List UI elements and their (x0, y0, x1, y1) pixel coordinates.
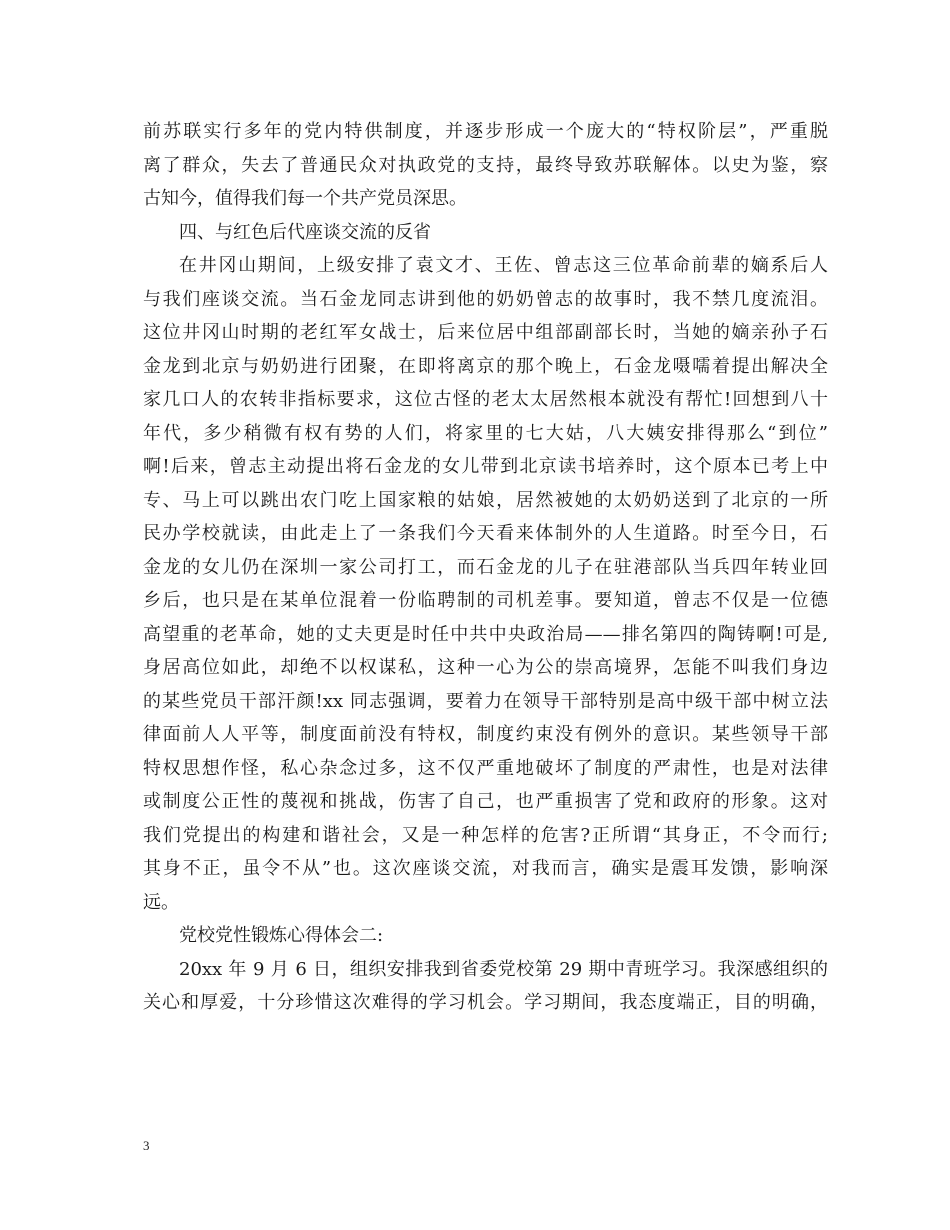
text-line: 家几口人的农转非指标要求，这位古怪的老太太居然根本就没有帮忙!回想到八十 (143, 389, 828, 410)
text-line: 金龙到北京与奶奶进行团聚，在即将离京的那个晚上，石金龙嗫嚅着提出解决全 (143, 355, 828, 377)
text-line: 这位井冈山时期的老红军女战士，后来位居中组部副部长时，当她的嫡亲孙子石 (143, 322, 828, 343)
text-line: 我们党提出的构建和谐社会，又是一种怎样的危害?正所谓“其身正，不令而行; (143, 824, 828, 846)
text-line: 20xx 年 9 月 6 日，组织安排我到省委党校第 29 期中青班学习。我深感组织的 (179, 958, 828, 980)
text-line: 金龙的女儿仍在深圳一家公司打工，而石金龙的儿子在驻港部队当兵四年转业回 (143, 556, 828, 578)
text-line: 或制度公正性的蔑视和挑战，伤害了自己，也严重损害了党和政府的形象。这对 (143, 791, 828, 812)
text-line: 关心和厚爱，十分珍惜这次难得的学习机会。学习期间，我态度端正，目的明确， (143, 992, 828, 1013)
text-line: 年代，多少稍微有权有势的人们，将家里的七大姑，八大姨安排得那么“到位” (143, 422, 828, 444)
text-line: 前苏联实行多年的党内特供制度，并逐步形成一个庞大的“特权阶层”，严重脱 (143, 121, 828, 142)
text-line: 在井冈山期间，上级安排了袁文才、王佐、曾志这三位革命前辈的嫡系后人 (179, 255, 828, 276)
text-line: 远。 (143, 891, 179, 913)
text-line: 离了群众，失去了普通民众对执政党的支持，最终导致苏联解体。以史为鉴，察 (143, 154, 828, 176)
text-line: 身居高位如此，却绝不以权谋私，这种一心为公的崇高境界，怎能不叫我们身边 (143, 657, 828, 678)
text-line: 古知今，值得我们每一个共产党员深思。 (143, 188, 467, 209)
text-line: 特权思想作怪，私心杂念过多，这不仅严重地破坏了制度的严肃性，也是对法律 (143, 757, 828, 779)
text-line: 的某些党员干部汗颜!xx 同志强调，要着力在领导干部特别是高中级干部中树立法 (143, 690, 828, 712)
text-line: 乡后，也只是在某单位混着一份临聘制的司机差事。要知道，曾志不仅是一位德 (143, 590, 828, 611)
page-number: 3 (143, 1138, 150, 1153)
text-line: 高望重的老革命，她的丈夫更是时任中共中央政治局——排名第四的陶铸啊!可是, (143, 623, 828, 645)
text-line: 其身不正，虽令不从”也。这次座谈交流，对我而言，确实是震耳发馈，影响深 (143, 858, 828, 879)
text-line: 党校党性锻炼心得体会二: (179, 925, 384, 946)
text-line: 专、马上可以跳出农门吃上国家粮的姑娘，居然被她的太奶奶送到了北京的一所 (143, 489, 828, 511)
text-line: 民办学校就读，由此走上了一条我们今天看来体制外的人生道路。时至今日，石 (143, 523, 828, 544)
document-body (143, 115, 828, 1020)
text-line: 律面前人人平等，制度面前没有特权，制度约束没有例外的意识。某些领导干部 (143, 724, 828, 745)
text-line: 啊!后来，曾志主动提出将石金龙的女儿带到北京读书培养时，这个原本已考上中 (143, 456, 828, 477)
text-line: 与我们座谈交流。当石金龙同志讲到他的奶奶曾志的故事时，我不禁几度流泪。 (143, 288, 828, 310)
text-line: 四、与红色后代座谈交流的反省 (179, 221, 431, 243)
